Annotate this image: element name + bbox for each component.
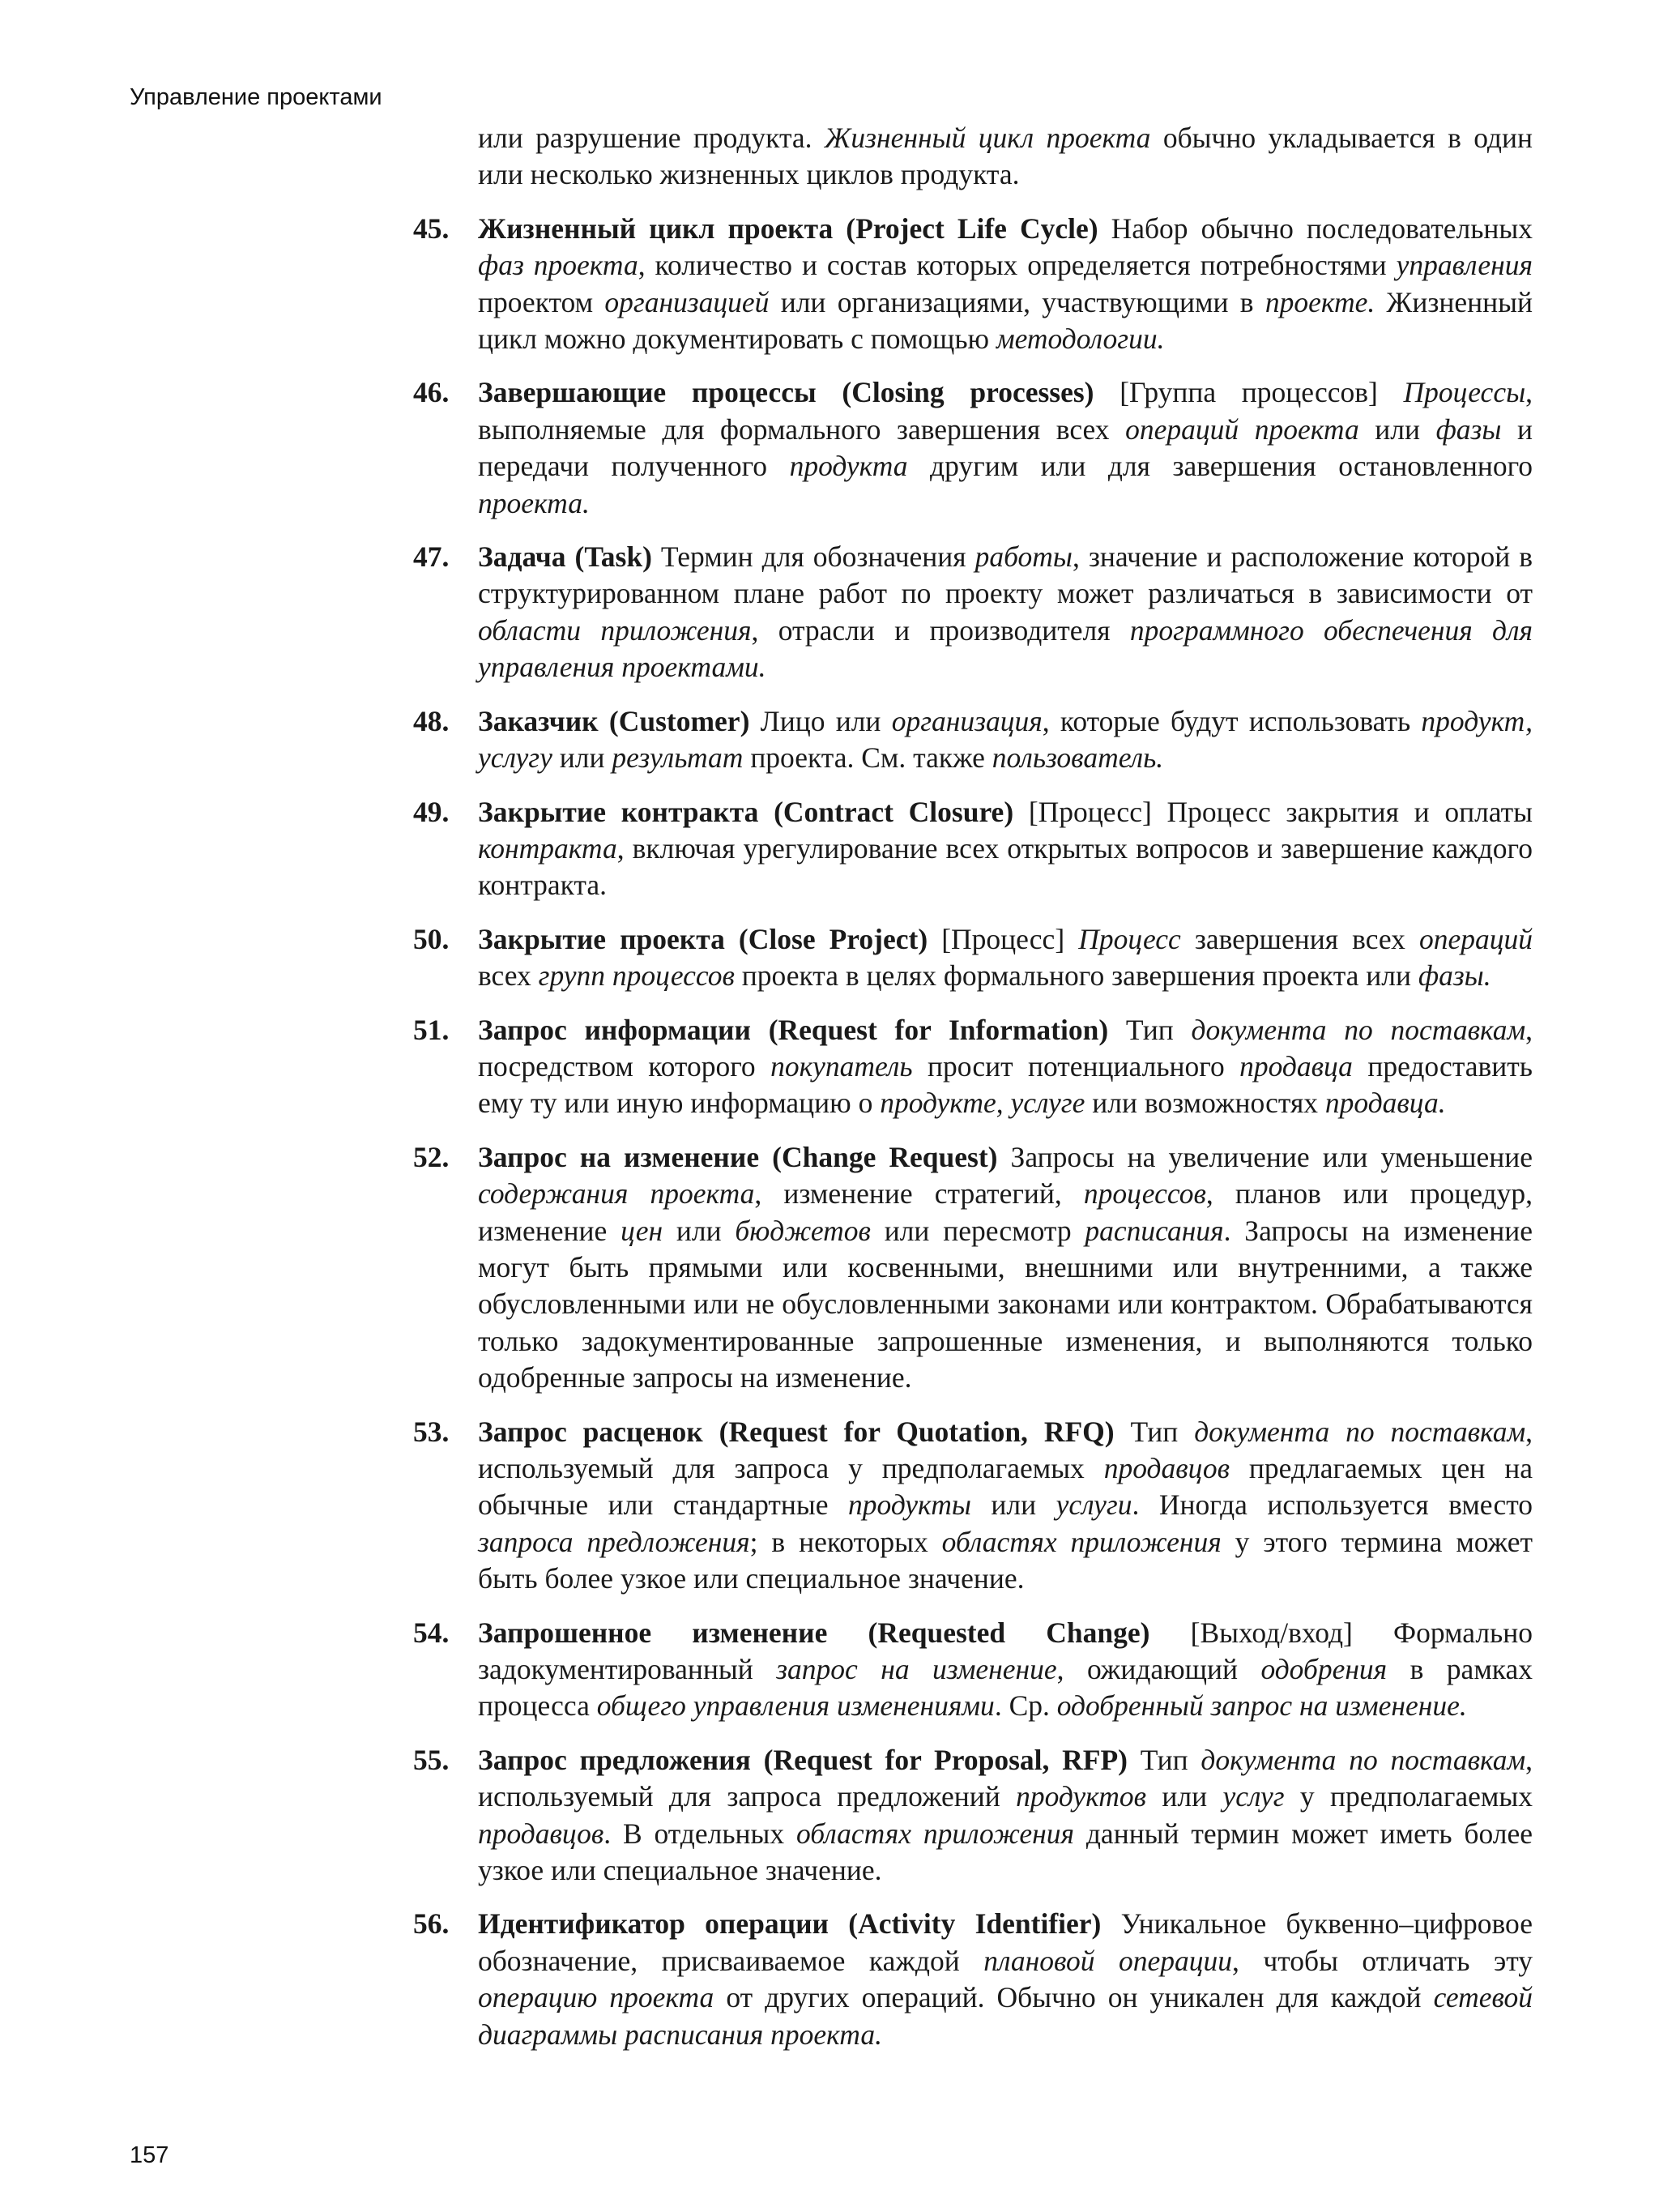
entry-term: Закрытие контракта (Contract Closure)	[478, 795, 1014, 828]
entry-number: 53.	[413, 1415, 450, 1448]
definition-text: Термин для обозначения	[651, 540, 975, 574]
italic-term-reference: областях приложения	[941, 1525, 1222, 1558]
definition-text: предлагаемых цен на обычные или стандартные	[478, 1452, 1533, 1522]
definition-text: или организациями, участвующими в	[769, 285, 1265, 318]
definition-text: Запросы на увеличение или уменьшение	[997, 1140, 1533, 1173]
definition-text: ; в некоторых	[749, 1525, 942, 1558]
definition-text: , используемый для запроса у предполагаемых	[478, 1415, 1533, 1484]
italic-term-reference: областях приложения	[795, 1817, 1075, 1850]
italic-term-reference: документа по поставкам	[1194, 1415, 1526, 1448]
italic-term-reference: пользователь.	[992, 741, 1164, 775]
entry-term: Закрытие проекта (Close Project)	[478, 922, 928, 955]
entry-term: Запрос на изменение (Change Request)	[478, 1140, 998, 1173]
definition-text: Лицо или	[749, 704, 892, 737]
entry-number: 45.	[413, 211, 450, 245]
italic-term-reference: продавца.	[1324, 1087, 1446, 1120]
italic-term-reference: услуги	[1056, 1488, 1132, 1522]
definition-text: Набор обычно последовательных	[1098, 211, 1533, 245]
definition-text: . Запросы на изменение могут быть прямыми или косвенными, внешними или внутренними, а также обусловленными или не обусловленными законами или контрактом. Обрабатываются только задокументированные запрошенные изменения, и выполняются только одобренные запросы на изменение.	[478, 1214, 1533, 1394]
definition-text: просит потенциального	[912, 1049, 1240, 1083]
entry-term: Запрос расценок (Request for Quotation, RFQ)	[478, 1415, 1115, 1448]
italic-term-reference: продукты	[848, 1488, 971, 1522]
definition-text: и передачи полученного	[478, 412, 1533, 483]
entry-number: 47.	[413, 540, 450, 574]
entry-term: Заказчик (Customer)	[478, 704, 750, 737]
italic-term-reference: контракта	[478, 831, 617, 865]
italic-term-reference: одобренный запрос на изменение.	[1056, 1689, 1467, 1723]
definition-text: Тип	[1108, 1013, 1192, 1046]
entry-number: 54.	[413, 1616, 450, 1649]
running-header: Управление проектами	[130, 84, 382, 110]
italic-term-reference: операций проекта	[1125, 412, 1359, 446]
italic-term-reference: продукта	[789, 450, 908, 483]
definition-text: , включая урегулирование всех открытых вопросов и завершение каждого контракта.	[478, 831, 1533, 902]
glossary-entry	[413, 703, 1533, 777]
glossary-entry	[413, 1906, 1533, 2053]
glossary-entries	[413, 211, 1533, 2053]
entry-term: Запрос предложения (Request for Proposal, RFP)	[478, 1743, 1128, 1776]
definition-text: всех	[478, 959, 539, 993]
page-number: 157	[130, 2142, 169, 2168]
italic-term-reference: организацией	[604, 285, 770, 318]
glossary-content	[413, 120, 1533, 2070]
glossary-entry	[413, 1414, 1533, 1598]
italic-term-reference: документа по поставкам	[1201, 1743, 1526, 1776]
definition-text: проекта. См. также	[743, 741, 992, 775]
italic-term-reference: управления	[1396, 249, 1533, 282]
italic-term-reference: операцию проекта	[478, 1981, 714, 2014]
italic-term-reference: продукте, услуге	[880, 1087, 1085, 1120]
italic-term-reference: услуг	[1222, 1780, 1285, 1813]
definition-text: у этого термина может быть более узкое или специальное значение.	[478, 1525, 1533, 1595]
definition-text: данный термин может иметь более узкое или специальное значение.	[478, 1817, 1533, 1887]
glossary-entry	[413, 1012, 1533, 1122]
entry-number: 46.	[413, 376, 450, 409]
italic-term-reference: процессов	[1083, 1177, 1206, 1211]
definition-text: , используемый для запроса предложений	[478, 1743, 1533, 1813]
italic-term-reference: запроса предложения	[478, 1525, 750, 1558]
entry-term: Задача (Task)	[478, 540, 652, 574]
italic-term-reference: методологии.	[996, 322, 1165, 356]
entry-number: 51.	[413, 1013, 450, 1046]
definition-text: проекта в целях формального завершения проекта или	[734, 959, 1418, 993]
glossary-entry	[413, 921, 1533, 995]
entry-number: 48.	[413, 704, 450, 737]
definition-text: у предполагаемых	[1284, 1780, 1533, 1813]
italic-term-reference: покупатель	[770, 1049, 913, 1083]
entry-number: 49.	[413, 795, 450, 828]
definition-text: или	[1146, 1780, 1223, 1813]
definition-text: [Выход/вход] Формально задокументированный	[478, 1616, 1533, 1686]
entry-term: Запрос информации (Request for Information)	[478, 1013, 1109, 1046]
italic-term-reference: плановой операции	[983, 1944, 1232, 1977]
entry-number: 50.	[413, 922, 450, 955]
glossary-entry	[413, 374, 1533, 522]
italic-term-reference: продукт, услугу	[478, 704, 1533, 775]
definition-text: , которые будут использовать	[1042, 704, 1422, 737]
definition-text: , количество и состав которых определяется потребностями	[638, 249, 1397, 282]
definition-text: , отрасли и производителя	[751, 613, 1130, 647]
definition-text: , изменение стратегий,	[754, 1177, 1084, 1211]
italic-term-reference: проекта.	[478, 486, 590, 519]
definition-text: Тип	[1128, 1743, 1201, 1776]
definition-text: Уникальное буквенно–цифровое обозначение, присваиваемое каждой	[478, 1907, 1533, 1977]
definition-text: предоставить ему ту или иную информацию о	[478, 1049, 1533, 1120]
italic-term-reference: фазы.	[1418, 959, 1491, 993]
definition-text: или	[1358, 412, 1436, 446]
italic-term-reference: Жизненный цикл проекта	[824, 122, 1151, 154]
italic-term-reference: фаз проекта	[478, 249, 638, 282]
definition-text: , планов или процедур, изменение	[478, 1177, 1533, 1247]
italic-term-reference: бюджетов	[735, 1214, 871, 1247]
definition-text: завершения всех	[1180, 922, 1419, 955]
italic-term-reference: работы	[975, 540, 1073, 574]
definition-text: , ожидающий	[1056, 1653, 1261, 1686]
italic-term-reference: продуктов	[1016, 1780, 1147, 1813]
entry-term: Запрошенное изменение (Requested Change)	[478, 1616, 1150, 1649]
definition-text: обычно укладывается в один или несколько жизненных циклов продукта.	[478, 122, 1533, 191]
glossary-entry	[413, 539, 1533, 686]
italic-term-reference: общего управления изменениями	[596, 1689, 995, 1723]
italic-term-reference: продавцов	[1103, 1452, 1230, 1484]
italic-term-reference: цен	[621, 1214, 663, 1247]
entry-term: Завершающие процессы (Closing processes)	[478, 376, 1094, 409]
definition-text: или	[663, 1214, 736, 1247]
definition-text: или	[970, 1488, 1056, 1522]
glossary-entry	[413, 211, 1533, 358]
italic-term-reference: операций	[1418, 922, 1533, 955]
entry-number: 56.	[413, 1907, 450, 1941]
definition-text: , значение и расположение которой в структурированном плане работ по проекту может различаться в зависимости от	[478, 540, 1533, 610]
entry-term: Жизненный цикл проекта (Project Life Cycle)	[478, 211, 1098, 245]
italic-term-reference: области приложения	[478, 613, 752, 647]
definition-text: или пересмотр	[870, 1214, 1085, 1247]
italic-term-reference: фазы	[1435, 412, 1502, 446]
definition-text: [Группа процессов]	[1094, 376, 1404, 409]
italic-term-reference: продавца	[1239, 1049, 1353, 1083]
glossary-entry	[413, 1742, 1533, 1890]
italic-term-reference: расписания	[1085, 1214, 1224, 1247]
entry-number: 55.	[413, 1743, 450, 1776]
continued-paragraph	[413, 120, 1533, 194]
definition-text: . В отдельных	[603, 1817, 796, 1850]
glossary-entry	[413, 794, 1533, 904]
italic-term-reference: Процесс	[1078, 922, 1181, 955]
definition-text: . Ср.	[994, 1689, 1057, 1723]
entry-term: Идентификатор операции (Activity Identifier)	[478, 1907, 1102, 1941]
italic-term-reference: одобрения	[1260, 1653, 1388, 1686]
italic-term-reference: программного обеспечения для управления проектами.	[478, 613, 1533, 684]
definition-text: Тип	[1114, 1415, 1195, 1448]
glossary-entry	[413, 1139, 1533, 1397]
definition-text: Жизненный цикл можно документировать с помощью	[478, 285, 1533, 356]
italic-term-reference: сетевой диаграммы расписания проекта.	[478, 1981, 1533, 2051]
definition-text: , чтобы отличать эту	[1231, 1944, 1533, 1977]
italic-term-reference: результат	[612, 741, 744, 775]
definition-text: или возможностях	[1085, 1087, 1325, 1120]
italic-term-reference: организация	[891, 704, 1043, 737]
definition-text: , выполняемые для формального завершения всех	[478, 376, 1533, 446]
italic-term-reference: запрос на изменение	[776, 1653, 1057, 1686]
definition-text: [Процесс]	[928, 922, 1079, 955]
definition-text: от других операций. Обычно он уникален для каждой	[714, 1981, 1434, 2014]
definition-text: другим или для завершения остановленного	[907, 450, 1533, 483]
italic-term-reference: документа по поставкам	[1191, 1013, 1526, 1046]
definition-text: в рамках процесса	[478, 1653, 1533, 1723]
definition-text: [Процесс] Процесс закрытия и оплаты	[1013, 795, 1533, 828]
glossary-entry	[413, 1615, 1533, 1725]
definition-text: или разрушение продукта.	[478, 122, 825, 154]
italic-term-reference: групп процессов	[538, 959, 735, 993]
definition-text: или	[552, 741, 612, 775]
italic-term-reference: Процессы	[1403, 376, 1526, 409]
entry-number: 52.	[413, 1140, 450, 1173]
definition-text: проектом	[478, 285, 605, 318]
definition-text: . Иногда используется вместо	[1132, 1488, 1533, 1522]
definition-text: , посредством которого	[478, 1013, 1533, 1083]
italic-term-reference: проекте.	[1265, 285, 1375, 318]
italic-term-reference: продавцов	[478, 1817, 604, 1850]
italic-term-reference: содержания проекта	[478, 1177, 755, 1211]
